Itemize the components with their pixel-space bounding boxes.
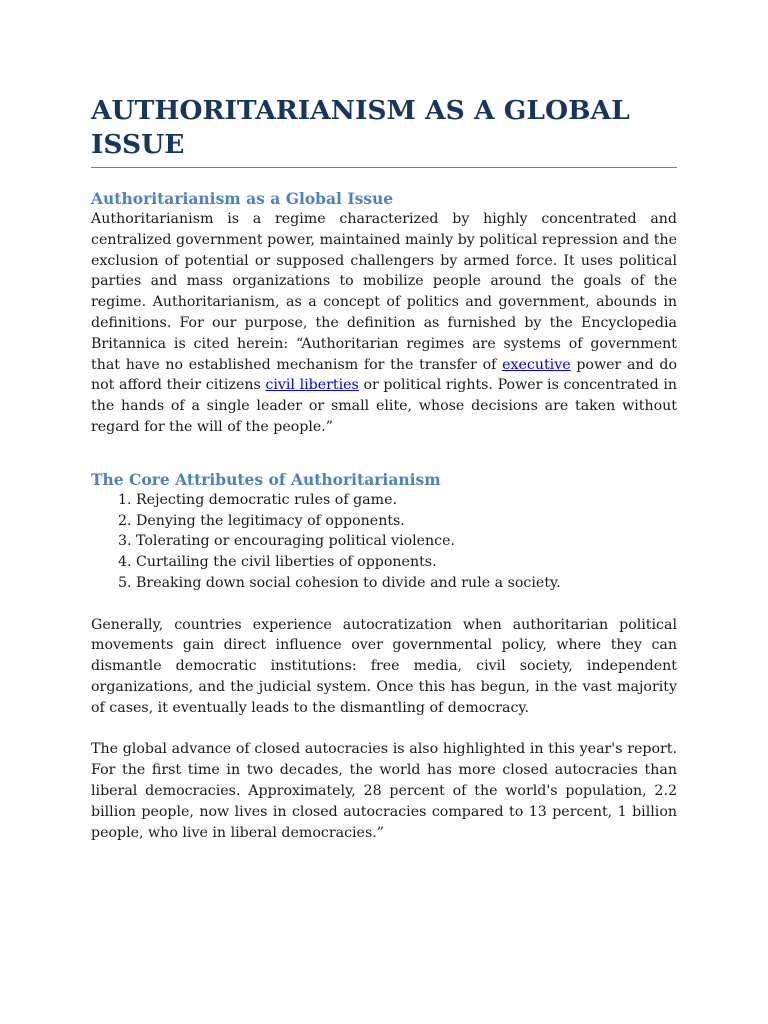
definition-text-part2: power and do not afford their citizens [91, 356, 677, 394]
section-heading-core-attributes: The Core Attributes of Authoritarianism [91, 469, 441, 489]
definition-paragraph [91, 209, 677, 438]
closed-autocracies-paragraph: The global advance of closed autocracies is also highlighted in this year's report. For the first time in two decades, the world has more closed autocracies than liberal democracies. Approximately, 28 percent of the world's population, 2.2 billion people, now lives in closed autocracies compared to 13 percent, 1 billion people, who live in liberal democracies.” [91, 741, 677, 841]
definition-text-part3: or political rights. Power is concentrated in the hands of a single leader or small elite, whose decisions are taken without regard for the will of the people.” [91, 377, 677, 435]
executive-link[interactable]: executive [502, 356, 571, 373]
list-item: 3. Tolerating or encouraging political violence. [136, 531, 677, 552]
civil-liberties-link[interactable]: civil liberties [265, 377, 359, 394]
section-heading-global-issue: Authoritarianism as a Global Issue [91, 189, 394, 208]
list-item: 4. Curtailing the civil liberties of opponents. [136, 552, 677, 573]
document-title: AUTHORITARIANISM AS A GLOBAL ISSUE [91, 94, 677, 168]
autocratization-paragraph: Generally, countries experience autocratization when authoritarian political movements gain direct influence over governmental policy, where they can dismantle democratic institutions: free media, civil society, independent organizations, and the judicial system. Once this has begun, in the vast majority of cases, it eventually leads to the dismantling of democracy. [91, 616, 677, 716]
list-item: 5. Breaking down social cohesion to divide and rule a society. [136, 573, 677, 594]
list-item: 2. Denying the legitimacy of opponents. [136, 511, 677, 532]
spacer [91, 719, 677, 740]
core-attributes-list [91, 490, 677, 594]
definition-text-part1: Authoritarianism is a regime characterized by highly concentrated and centralized government power, maintained mainly by political repression and the exclusion of potential or supposed challengers by armed force. It uses political parties and mass organizations to mobilize people around the goals of the regime. Authoritarianism, as a concept of politics and government, abounds in definitions. For our purpose, the definition as furnished by the Encyclopedia Britannica is cited herein: “Authoritarian regimes are systems of government that have no established mechanism for the transfer of [91, 211, 677, 373]
list-item: 1. Rejecting democratic rules of game. [136, 490, 677, 511]
spacer [91, 594, 677, 615]
